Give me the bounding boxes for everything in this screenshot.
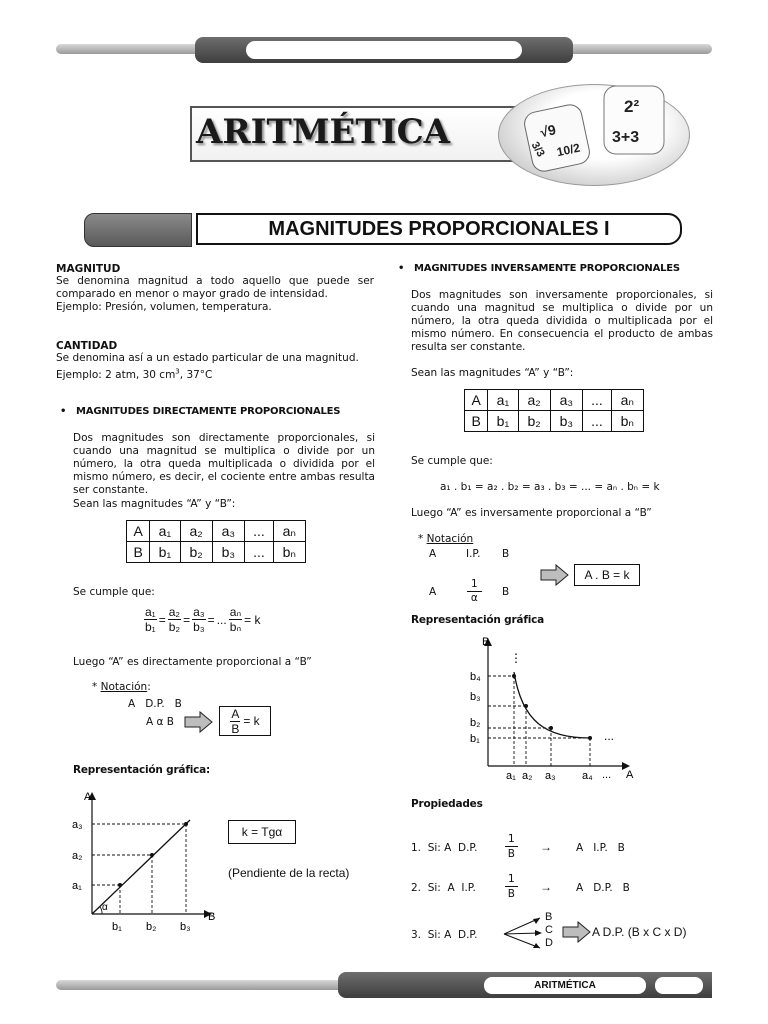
ip-y-tick: b₁ [470,733,480,745]
table-cell: ... [583,390,611,411]
prop3-branch-labels [545,911,553,950]
dp-notation-2: A α B [146,716,174,728]
header-banner [190,78,710,198]
topic-box [196,213,682,245]
dp-y-tick: a₃ [72,819,83,831]
dp-point [118,883,122,887]
footer-label-pill [484,977,646,994]
die-face-ten: 10/2 [555,140,582,160]
dp-table [126,520,306,563]
magnitud-definition: Se denomina magnitud a todo aquello que puede ser comparado en menor o mayor grado de intensidad. [56,275,374,300]
magnitud-example: Ejemplo: Presión, volumen, temperatura. [56,301,272,313]
die-face-sum: 3+3 [612,129,640,146]
footer-page-pill [655,977,703,994]
table-cell: a₁ [150,521,180,542]
ip-graph [466,632,646,784]
ip-rep-title: Representación gráfica [411,614,544,626]
ip-notacion: * Notación [418,533,474,545]
ip-x-tick: a₃ [545,770,556,782]
die-face-three: 3/3 [528,139,547,160]
table-cell: A [127,521,150,542]
branch-c: C [545,924,553,936]
dice-illustration [508,82,698,190]
cantidad-title: CANTIDAD [56,340,118,352]
prop1-arrow: → [540,840,552,854]
magnitud-body [56,275,374,314]
ip-point [549,726,553,730]
table-row [127,521,306,542]
footer-label: ARITMÉTICA [534,980,596,991]
table-cell: bₙ [611,411,643,432]
dp-ratio-equation: $\frac{\text{a₁}}{\text{b₁}}$ = $\frac{\text{a₂}}{\text{b₂}}$ = $\frac{\text{a₃}}{\text{b₃}}$ = ... $\frac{\text{aₙ}}{\text{bₙ}}$ = k [145,605,261,634]
ip-equation: a₁ . b₁ = a₂ . b₂ = a₃ . b₃ = ... = aₙ . bₙ = k [440,481,660,493]
dp-point [150,853,154,857]
ip-x-tick: ... [602,769,612,781]
ip-y-tick: b₃ [470,691,481,703]
prop1-left: 1. Si: A D.P. [411,842,478,854]
table-cell: ... [245,521,273,542]
prop2-fraction: 1 B [505,872,518,901]
ip-notation-box: A . B = k [574,564,640,586]
bullet-icon: • [60,406,77,417]
ip-se-cumple: Se cumple que: [411,455,493,467]
die-right [604,86,664,154]
cantidad-definition: Se denomina así a un estado particular de una magnitud. [56,352,359,364]
arrow-right-icon [184,710,214,734]
dp-se-cumple: Se cumple que: [73,586,155,598]
table-cell: b₂ [180,542,212,563]
ip-not-a: A [429,548,437,560]
ip-body: Dos magnitudes son inversamente proporcionales, si cuando una magnitud se multiplica o divide por un número, la otra queda dividida o multiplicada por el mismo número. En consecuencia el producto de ambas resulta ser constante. [411,289,713,353]
cantidad-body [56,352,374,382]
dp-angle-label: α [102,902,108,913]
ip-not-ip: I.P. [466,548,481,560]
prop3-left: 3. Si: A D.P. [411,929,478,941]
table-cell: B [465,411,488,432]
ip-y-dots: ⋮ [510,651,522,665]
ip-point [588,736,592,740]
table-cell: ... [583,411,611,432]
dp-sean: Sean las magnitudes “A” y “B”: [73,498,236,510]
dp-y-tick: a₂ [72,850,83,862]
bullet-icon: • [398,263,415,274]
dp-luego: Luego “A” es directamente proporcional a “B” [73,656,312,668]
table-cell: a₃ [212,521,245,542]
table-cell: b₃ [550,411,583,432]
ip-y-label: B [482,636,490,648]
dp-rep-title: Representación gráfica: [73,764,210,776]
table-cell: a₃ [550,390,583,411]
ip-y-tick: b₄ [470,671,481,683]
dp-point [184,822,188,826]
dp-notation-box: $\frac{A}{B}$ = k [219,706,271,736]
prop1-right: A I.P. B [576,842,625,854]
dp-line [92,820,190,914]
table-cell: ... [245,542,273,563]
prop2-right: A D.P. B [576,882,630,894]
ip-x-tick: a₁ [506,770,516,782]
prop2-arrow: → [540,880,552,894]
ip-sean: Sean las magnitudes “A” y “B”: [411,367,574,379]
ratio-1: $\frac{\text{a₁}}{\text{b₁}}$ [145,605,156,634]
dp-x-tick: b₃ [180,921,191,933]
ip-x-tick: a₂ [522,770,533,782]
ip-x-label: A [626,769,634,781]
prop2-left: 2. Si: A I.P. [411,882,476,894]
ip-y-tick: b₂ [470,717,481,729]
branch-b: B [545,911,553,923]
table-cell: A [465,390,488,411]
dp-graph [66,786,226,936]
dp-k-box: k = Tgα [228,820,296,844]
arrow-right-icon [540,563,570,587]
prop3-branch-arrows [500,912,546,954]
dp-x-tick: b₁ [112,921,122,933]
ip-not-fraction: 1 α [467,578,482,605]
ratio-3: $\frac{\text{a₃}}{\text{b₃}}$ [193,605,205,634]
topic-title: MAGNITUDES PROPORCIONALES I [268,217,610,240]
dp-notation-1: A D.P. B [128,698,182,710]
dp-body: Dos magnitudes son directamente proporcionales, si cuando una magnitud se multiplica o divide por un número, la otra queda multiplicada o dividida por el mismo número, es decir, el cociente entre ambas resulta ser constante. [73,432,375,496]
ip-luego: Luego “A” es inversamente proporcional a “B” [411,507,652,519]
table-cell: b₂ [518,411,550,432]
subject-title: ARITMÉTICA [196,112,451,152]
dp-section-title: • MAGNITUDES DIRECTAMENTE PROPORCIONALES [60,406,341,417]
die-left [522,103,591,174]
table-cell: aₙ [611,390,643,411]
table-cell: a₂ [180,521,212,542]
propiedades-title: Propiedades [411,798,483,810]
ip-point [512,674,516,678]
top-decor-inner-pill [246,41,522,59]
table-cell: bₙ [273,542,305,563]
ip-point [524,704,528,708]
ip-x-tick: a₄ [582,770,593,782]
table-cell: b₃ [212,542,245,563]
ratio-n: $\frac{\text{aₙ}}{\text{bₙ}}$ [229,605,242,634]
ip-x-dots-curve: ... [604,729,615,743]
ip-section-title: • MAGNITUDES INVERSAMENTE PROPORCIONALES [398,263,680,274]
die-face-square: 2² [624,97,640,116]
table-cell: b₁ [488,411,518,432]
prop1-fraction: 1 B [505,832,518,861]
table-cell: a₂ [518,390,550,411]
ip-guides [488,676,590,766]
dp-pendiente: (Pendiente de la recta) [228,866,350,880]
table-cell: aₙ [273,521,305,542]
ip-not-b: B [502,548,510,560]
ip-table [464,389,644,432]
dp-x-tick: b₂ [146,921,157,933]
ratio-2: $\frac{\text{a₂}}{\text{b₂}}$ [168,605,181,634]
prop3-right: A D.P. (B x C x D) [592,925,687,939]
table-cell: b₁ [150,542,180,563]
dp-y-tick: a₁ [72,880,82,892]
table-row [465,411,644,432]
die-face-sqrt: √9 [538,121,558,141]
table-row [465,390,644,411]
arrow-right-icon [562,920,592,944]
dp-x-label: B [208,911,216,923]
ip-not-a2: A [429,586,437,598]
topic-left-tab [84,213,192,247]
dp-notacion: * Notación: [92,681,151,693]
magnitud-title: MAGNITUD [56,263,121,275]
branch-d: D [545,937,553,949]
dp-y-label: A [84,791,92,803]
table-row [127,542,306,563]
ip-not-b2: B [502,586,510,598]
table-cell: B [127,542,150,563]
cantidad-example: Ejemplo: 2 atm, 30 $cm^3$, 37°C [56,367,213,381]
table-cell: a₁ [488,390,518,411]
